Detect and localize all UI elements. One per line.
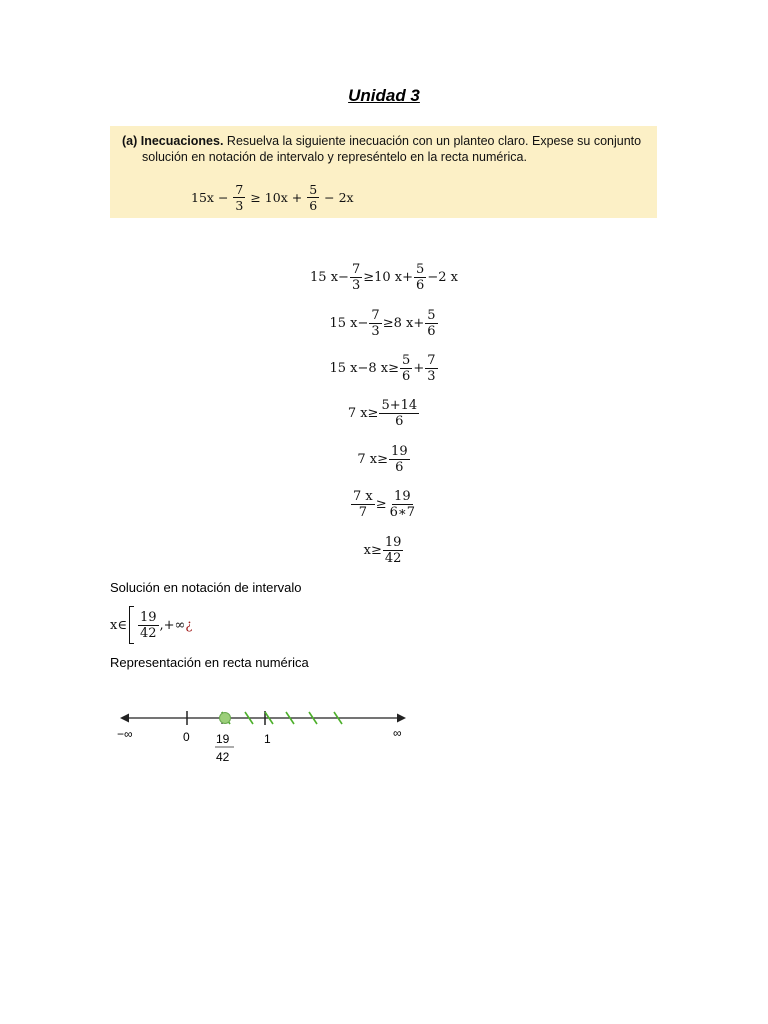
label-zero: 0 (183, 730, 190, 744)
fraction: $\frac{7}{3}$ (351, 262, 361, 293)
step-3 (0, 353, 768, 384)
numberline-caption: Representación en recta numérica (110, 655, 309, 670)
solution-point (220, 713, 231, 724)
problem-equation: 15x − $\frac{7}{3}$ ≥ 10x + $\frac{5}{6}$ − 2x (191, 182, 354, 213)
math-text: 15 x−8 x≥ (329, 361, 400, 376)
fraction: $\frac{5}{6}$ (402, 353, 411, 384)
problem-text-line2: solución en notación de intervalo y represéntelo en la recta numérica. (142, 150, 527, 164)
label-one: 1 (264, 732, 271, 746)
fraction: $\frac{7}{3}$ (371, 308, 380, 339)
math-text: + (413, 361, 425, 376)
step-1 (0, 262, 768, 293)
fraction: $\frac{5}{6}$ (416, 262, 425, 293)
math-text: 15 x (310, 270, 339, 285)
fraction: $\frac{7}{3}$ (235, 182, 244, 213)
left-bracket (129, 606, 134, 644)
fraction: $\frac{5}{6}$ (309, 182, 318, 213)
fraction: $\frac{5+14}{6}$ (381, 398, 418, 429)
math-text: 7 x≥ (347, 406, 379, 421)
math-text: ,+∞ (159, 617, 186, 633)
step-6 (0, 489, 768, 520)
fraction: $\frac{7 x}{7}$ (352, 489, 373, 520)
step-7 (0, 535, 768, 566)
fraction: $\frac{7}{3}$ (427, 353, 436, 384)
fraction: $\frac{5}{6}$ (427, 308, 436, 339)
math-text: − (338, 270, 349, 285)
number-line (110, 700, 420, 770)
math-text: x≥ (363, 543, 382, 558)
problem-text-line1: Resuelva la siguiente inecuación con un planteo claro. Expese su conjunto (226, 134, 642, 148)
interval-notation (110, 606, 192, 644)
problem-statement (122, 133, 652, 165)
right-arrow-icon (397, 714, 406, 723)
problem-box (110, 126, 657, 218)
eq-ge: ≥ (250, 190, 261, 205)
label-point-num: 19 (216, 732, 230, 746)
math-text: x∈ (110, 617, 127, 633)
math-text: −2 x (427, 270, 458, 285)
math-text: ≥8 x+ (382, 316, 425, 331)
left-arrow-icon (120, 714, 129, 723)
eq-term: 15x (191, 190, 214, 205)
fraction: $\frac{19}{42}$ (384, 535, 402, 566)
fraction: $\frac{19}{6∗7}$ (389, 489, 416, 520)
problem-label: (a) Inecuaciones. (122, 134, 224, 148)
step-4 (0, 398, 768, 429)
eq-term: 10x (264, 190, 288, 205)
math-text: ¿ (185, 617, 193, 633)
math-text: 15 x− (329, 316, 369, 331)
step-2 (0, 308, 768, 339)
math-text: ≥10 x+ (363, 270, 414, 285)
math-text: ≥ (375, 497, 387, 512)
math-text: 7 x≥ (357, 452, 389, 467)
eq-term: 2x (338, 190, 354, 205)
fraction: $\frac{19}{6}$ (391, 444, 408, 475)
label-neg-infinity: −∞ (117, 727, 133, 741)
label-pos-infinity: ∞ (393, 726, 402, 740)
step-5 (0, 444, 768, 475)
label-point-den: 42 (216, 750, 230, 764)
page-title: Unidad 3 (348, 86, 420, 105)
solution-caption: Solución en notación de intervalo (110, 580, 302, 595)
fraction: $\frac{19}{42}$ (139, 609, 157, 641)
